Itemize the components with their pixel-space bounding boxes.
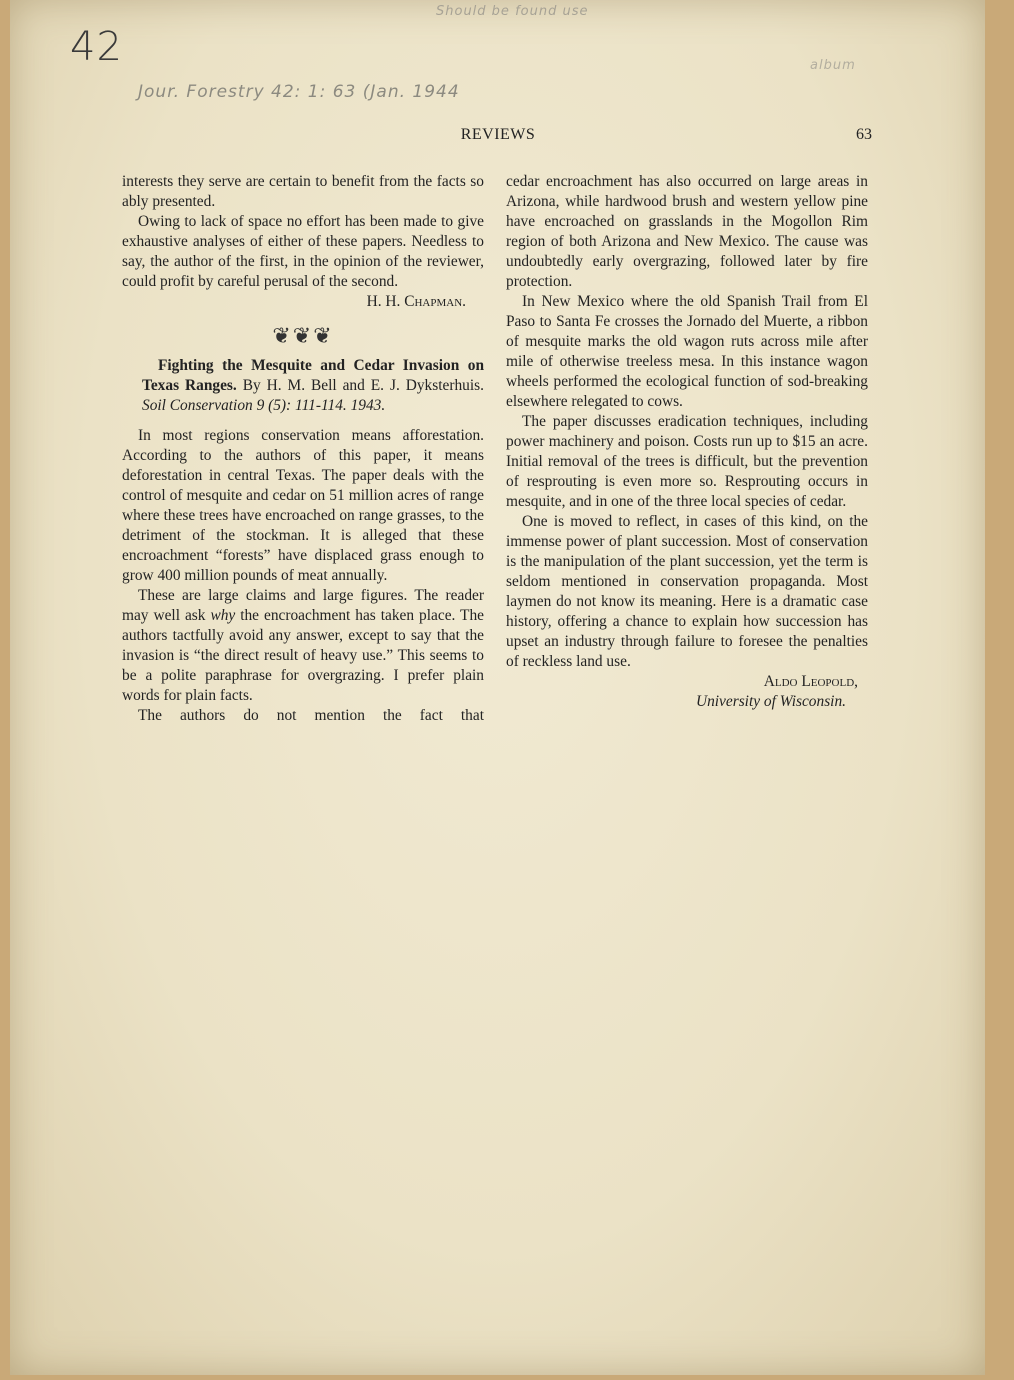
handwritten-right-note: album (810, 58, 856, 73)
author-affiliation: University of Wisconsin. (695, 693, 846, 710)
paragraph: cedar encroachment has also occurred on large areas in Arizona, while hardwood brush and western yellow pine have encroached on grasslands in the Mogollon Rim region of both Arizona and New Mexico. The cause was undoubtedly early overgrazing, followed later by fire protection. (506, 173, 868, 290)
paragraph: The authors do not mention the fact that (138, 707, 484, 724)
text-run: These are large claims and large figures. The reader may well ask (122, 587, 484, 624)
handwritten-citation: Jour. Forestry 42: 1: 63 (Jan. 1944 (138, 82, 460, 102)
left-column (122, 172, 484, 726)
handwritten-top-note: Should be found use (436, 4, 589, 19)
emphasis: why (210, 607, 236, 624)
reviewer-signature: H. H. Chapman. (366, 293, 466, 310)
page-header (124, 126, 872, 148)
review-heading (122, 356, 484, 416)
text-run: the encroachment has taken place. The authors tactfully avoid any answer, except to say that the invasion is “the direct result of heavy use.” This seems to be a polite paraphrase for overgrazing. I prefer plain words for plain facts. (122, 607, 484, 704)
paragraph: In New Mexico where the old Spanish Trail from El Paso to Santa Fe crosses the Jornado del Muerte, a ribbon of mesquite marks the old wagon ruts across mile after mile of otherwise treeless mesa. In this instance wagon wheels performed the ecological function of sod-breaking elsewhere relegated to cows. (506, 293, 868, 410)
right-column (506, 172, 868, 712)
review-authors: By H. M. Bell and E. J. Dyksterhuis. (236, 377, 484, 394)
paper-sheet (10, 0, 985, 1375)
running-head: REVIEWS (460, 126, 536, 143)
paragraph: Owing to lack of space no effort has been made to give exhaustive analyses of either of these papers. Needless to say, the author of the first, in the opinion of the reviewer, could profit by careful perusal of the second. (122, 213, 484, 290)
printed-page-number: 63 (856, 126, 872, 143)
paragraph: The paper discusses eradication techniques, including power machinery and poison. Costs run up to $15 an acre. Initial removal of the trees is difficult, but the prevention of resprouting is even more so. Resprouting occurs in mesquite, and in one of the three local species of cedar. (506, 413, 868, 510)
paragraph: interests they serve are certain to benefit from the facts so ably presented. (122, 173, 484, 210)
review-title: Fighting the Mesquite and Cedar Invasion on Texas Ranges. (142, 357, 484, 394)
section-ornament: ❦❦❦ (272, 323, 334, 348)
paragraph (122, 586, 484, 706)
paragraph: One is moved to reflect, in cases of this kind, on the immense power of plant succession. Most of conservation is the manipulation of the plant succession, yet the term is seldom mentioned in conservation propaganda. Most laymen do not know its meaning. Here is a dramatic case history, offering a chance to explain how succession has upset an industry through failure to foresee the penalties of reckless land use. (506, 513, 868, 670)
paragraph: In most regions conservation means afforestation. According to the authors of this paper, it means deforestation in central Texas. The paper deals with the control of mesquite and cedar on 51 million acres of range where these trees have encroached on range grasses, to the detriment of the stockman. It is alleged that these encroachment “forests” have displaced grass enough to grow 400 million pounds of meat annually. (122, 427, 484, 584)
review-source: Soil Conservation 9 (5): 111-114. 1943. (142, 397, 386, 414)
spacer (122, 416, 484, 426)
handwritten-page-number: 42 (70, 24, 123, 70)
author-signature: Aldo Leopold, (763, 673, 858, 690)
